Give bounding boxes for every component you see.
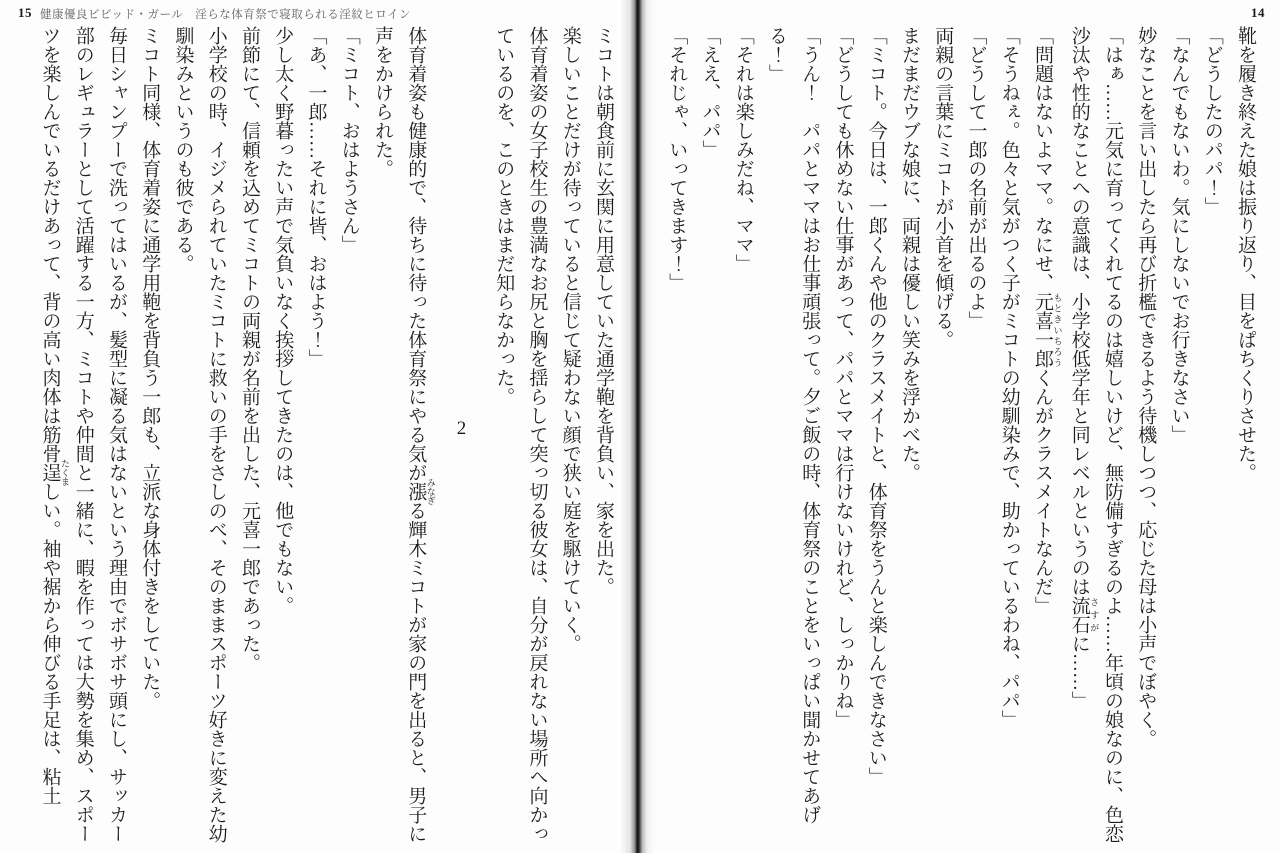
paragraph: 前節にて、信頼を込めてミコトの両親が名前を出した、元喜一郎であった。 bbox=[239, 26, 260, 672]
paragraph: まだまだウブな娘に、両親は優しい笑みを浮かべた。 bbox=[899, 26, 920, 482]
paragraph: 体育着姿も健康的で、待ちに待った体育祭にやる気が漲 みなぎる輝木ミコトが家の門を出ると、男子に声をかけられた。 bbox=[372, 26, 436, 843]
page-number-right: 14 bbox=[1251, 5, 1265, 20]
paragraph: 小学校の時、イジメられていたミコトに救いの手をさしのべ、そのままスポーツ好きに変えた幼馴染みというのも彼である。 bbox=[172, 26, 227, 843]
paragraph: ミコトは朝食前に玄関に用意していた通学鞄を背負い、家を出た。 bbox=[593, 26, 614, 596]
book-spine-divider bbox=[620, 0, 654, 853]
paragraph: 「はぁ……元気に育ってくれてるのは嬉しいけど、無防備すぎるのよ……年頃の娘なのに、色恋沙汰や性的なことへの意識は、小学校低学年と同レベルというのは流石 さすがに……」 bbox=[1068, 26, 1123, 843]
paragraph: 「それは楽しみだね、ママ」 bbox=[732, 26, 754, 273]
paragraph: 「ミコト、おはようさん」 bbox=[338, 26, 360, 254]
paragraph: 妙なことを言い出したら再び折檻できるよう待機しつつ、応じた母は小声でぼやく。 bbox=[1135, 26, 1157, 748]
paragraph: 楽しいことだけが待っていると信じて疑わない顔で狭い庭を駆けていく。 bbox=[559, 26, 581, 653]
paragraph: 靴を履き終えた娘は振り返り、目をぱちくりさせた。 bbox=[1235, 26, 1256, 482]
paragraph: 「ミコト。今日は、一郎くんや他のクラスメイトと、体育祭をうんと楽しんできなさい」 bbox=[865, 26, 887, 786]
paragraph: 「問題はないよママ。なにせ、元喜一郎 もときいちろうくんがクラスメイトなんだ」 bbox=[1032, 26, 1063, 615]
paragraph: 「ええ、パパ」 bbox=[699, 26, 721, 159]
paragraph: 少し太く野暮ったい声で気負いなく挨拶してきたのは、他でもない。 bbox=[272, 26, 294, 615]
page-left-text bbox=[33, 26, 620, 848]
paragraph: ミコト同様、体育着姿に通学用鞄を背負う一郎も、立派な身体付きをしていた。 bbox=[139, 26, 161, 710]
paragraph: 「なんでもないわ。気にしないでお行きなさい」 bbox=[1168, 26, 1190, 444]
paragraph: 「それじゃ、いってきます！」 bbox=[666, 26, 688, 292]
paragraph: 「うん！ パパとママはお仕事頑張って。夕ご飯の時、体育祭のことをいっぱい聞かせてあげる！」 bbox=[766, 26, 821, 824]
paragraph: 「どうしたのパパ！」 bbox=[1201, 26, 1223, 216]
running-title: 健康優良ビビッド・ガール 淫らな体育祭で寝取られる淫紋ヒロイン bbox=[40, 9, 411, 21]
page-right-text bbox=[660, 26, 1262, 848]
page-left[interactable] bbox=[0, 0, 637, 853]
paragraph: 「あ、一郎……それに皆、おはよう！」 bbox=[305, 26, 327, 368]
paragraph: 毎日シャンプーで洗ってはいるが、髪型に凝る気はないという理由でボサボサ頭にし、サッカー部のレギュラーとして活躍する一方、ミコトや仲間と一緒に、暇を作っては大勢を集め、スポーツを楽しんでいるだけあって、背の高い肉体は筋骨逞 たくましい。袖や裾から伸びる手足は、粘土 bbox=[39, 26, 127, 843]
paragraph: 体育着姿の女子校生の豊満なお尻と胸を揺らして突っ切る彼女は、自分が戻れない場所へ向かっているのを、このときはまだ知らなかった。 bbox=[493, 26, 548, 843]
paragraph: 「どうしても休めない仕事があって、パパとママは行けないけれど、しっかりね」 bbox=[832, 26, 854, 729]
paragraph: 「そうねぇ。色々と気がつく子がミコトの幼馴染みで、助かっているわね、パパ」 bbox=[998, 26, 1020, 729]
paragraph: 「どうして一郎の名前が出るのよ」 bbox=[965, 26, 987, 330]
chapter-number: 2 bbox=[451, 418, 472, 439]
paragraph: 両親の言葉にミコトが小首を傾げる。 bbox=[932, 26, 954, 349]
page-number-left: 15 bbox=[18, 5, 32, 20]
page-right[interactable] bbox=[643, 0, 1280, 853]
